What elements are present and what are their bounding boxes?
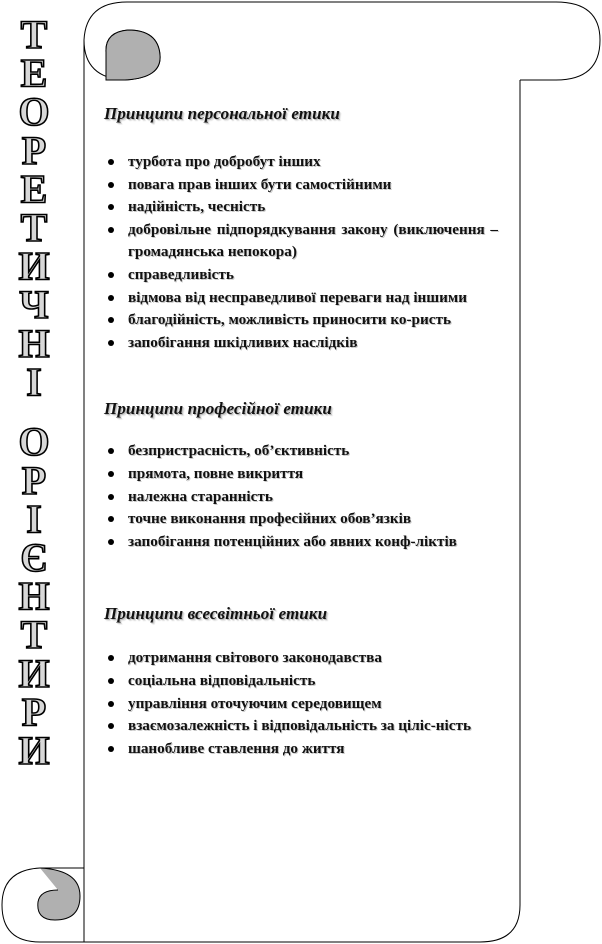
list-item: шанобливе ставлення до життя <box>104 738 498 761</box>
list-item: належна старанність <box>104 486 498 509</box>
vertical-title-letter: О <box>18 419 50 465</box>
scroll-top-curl-shade <box>106 30 160 80</box>
bullet-list <box>104 440 498 553</box>
vertical-title-letter: Е <box>20 166 48 212</box>
vertical-title-letter: О <box>18 89 50 135</box>
list-item: запобігання потенційних або явних конф-ліктів <box>104 531 498 554</box>
vertical-title-letter: Е <box>20 50 48 96</box>
section-professional-ethics <box>104 398 498 553</box>
list-item: соціальна відповідальність <box>104 670 498 693</box>
list-item: відмова від несправедливої переваги над іншими <box>104 287 498 310</box>
list-item: точне виконання професійних обов’язків <box>104 508 498 531</box>
list-item: управління оточуючим середовищем <box>104 693 498 716</box>
list-item: справедливість <box>104 264 498 287</box>
bullet-list <box>104 151 498 354</box>
vertical-title-letter: І <box>26 496 42 542</box>
list-item: прямота, повне викриття <box>104 463 498 486</box>
vertical-title-letter: Є <box>20 535 48 581</box>
vertical-title-letter: Н <box>18 573 50 619</box>
vertical-title-letter: И <box>18 728 50 774</box>
vertical-title-letter: И <box>18 650 50 696</box>
list-item: добровільне підпорядкування закону (виключення – громадянська непокора) <box>104 219 498 264</box>
list-item: турбота про добробут інших <box>104 151 498 174</box>
scroll-bottom-curl <box>38 868 80 920</box>
content-area <box>104 100 498 760</box>
list-item: запобігання шкідливих наслідків <box>104 332 498 355</box>
scroll-top-roll <box>127 2 600 80</box>
list-item: повага прав інших бути самостійними <box>104 174 498 197</box>
vertical-title-letter: Т <box>20 18 48 57</box>
vertical-title-letter: Р <box>21 127 47 173</box>
scroll-bottom-roll <box>2 868 520 942</box>
list-item: благодійність, можливість приносити ко-ристь <box>104 309 498 332</box>
list-item: надійність, чесність <box>104 196 498 219</box>
section-heading: Принципи професійної етики <box>104 399 332 419</box>
vertical-title-letter: Н <box>18 320 50 366</box>
vertical-title-letter: Ч <box>19 282 49 328</box>
vertical-title-letters <box>18 18 49 773</box>
list-item: дотримання світового законодавства <box>104 647 498 670</box>
vertical-title-letter: И <box>18 243 50 289</box>
vertical-title-letter: І <box>26 359 42 405</box>
vertical-title-letter: Т <box>20 205 48 250</box>
list-item: безпристрасність, об’єктивність <box>104 440 498 463</box>
section-personal-ethics <box>104 103 498 354</box>
vertical-title-letter: Т <box>20 612 48 658</box>
vertical-title-letter: Р <box>21 689 47 735</box>
bullet-list <box>104 647 498 760</box>
section-heading: Принципи всесвітньої етики <box>104 604 328 624</box>
section-global-ethics <box>104 603 498 760</box>
vertical-title <box>0 18 70 848</box>
section-heading: Принципи персональної етики <box>104 104 340 123</box>
vertical-title-letter: Р <box>21 457 47 503</box>
list-item: взаємозалежність і відповідальність за ціліс-ність <box>104 715 498 738</box>
